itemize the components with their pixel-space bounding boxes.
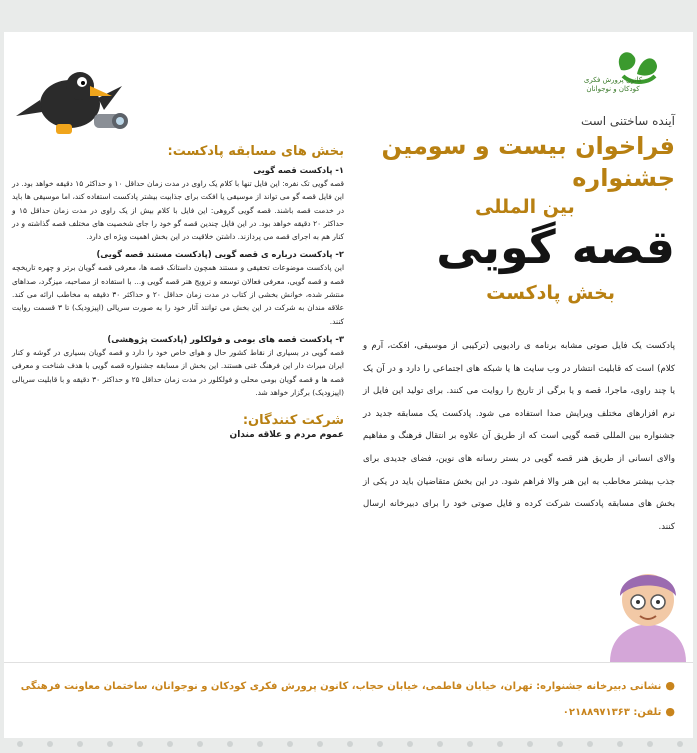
poster <box>4 32 693 738</box>
section-1-title: ۱- پادکست قصه گویی <box>253 165 344 175</box>
sections <box>12 144 344 440</box>
kanoon-logo-icon <box>551 40 671 106</box>
bullet-icon: ● <box>665 705 675 718</box>
title-line-1: فراخوان بیست و سومین <box>381 132 675 160</box>
title-line-3: بین المللی <box>475 196 575 218</box>
section-2-title: ۲- پادکست درباره ی قصه گویی (پادکست مستند قصه گویی) <box>96 249 344 260</box>
section-3-text: قصه گویی در بسیاری از نقاط کشور حال و هوای خاص خود را دارد و قصه گویان بسیاری در گوشه و کنار ایران میراث دار این فرهنگ غنی هستند. این بخش از مسابقه جشنواره قصه گویی با هدف شناخت و معرفی قصه ها و قصه گویان بومی محلی و فولکلور در مدت زمان حداقل ۲۵ و حداکثر ۳۰ دقیقه و با قابلیت سریالی (اپیزودیک) برگزار خواهد شد. <box>12 347 344 397</box>
footer-phone: تلفن: ۰۲۱۸۸۹۷۱۳۶۳ <box>562 707 662 718</box>
section-2-text: این پادکست موضوعات تحقیقی و مستند همچون داستانک قصه ها، معرفی قصه گویان برتر و چهره تاریخچه قصه و قصه گویی، معرفی فعالان توسعه و ترویج هنر قصه گویی و... با استفاده از مصاحبه، میزگرد، صداهای منتشر شده، خوانش بخشی از کتاب در مدت زمان حداقل ۲۰ و حداکثر ۳۰ دقیقه به مخاطب ارائه می کند. علاقه مندان به شرکت در این بخش می توانند آثار خود را به صورت سریالی (اپیزودیک) تا ۳ قسمت روایت کنند. <box>12 263 344 326</box>
title-line-5: بخش پادکست <box>486 282 615 304</box>
storyteller-grandma-icon <box>600 552 693 662</box>
subtitle: آینده ساختنی است <box>580 114 675 128</box>
crow-illustration-icon <box>10 52 130 148</box>
footer-phone-row <box>563 705 675 718</box>
description: پادکست یک فایل صوتی مشابه برنامه ی رادیویی (ترکیبی از موسیقی، افکت، آرم و کلام) است که قابلیت انتشار در وب سایت ها یا شبکه های اجتماعی را دارد و در آن یک یا چند راوی، ماجرا، قصه و یا برگی از تاریخ را روایت می کنند. برای تولید این فایل از نرم افزارهای مختلف ویرایش صدا استفاده می شود. پادکست یک مسابقه جدید در جشنواره بین المللی قصه گویی است که از طریق آن علاوه بر انتقال فرهنگ و مفاهیم والای انسانی از طریق هنر قصه گویی در بستر رسانه های نوین، فضای جدیدی برای جذب بیشتر مخاطب به این هنر والا فراهم شود. در این بخش متقاضیان باید در یکی از بخش های مسابقه پادکست شرکت کرده و فایل صوتی خود را برای دبیرخانه ارسال کنند. <box>363 341 675 532</box>
participants-title: شرکت کنندگان: <box>242 413 344 429</box>
sections-title: بخش های مسابقه پادکست: <box>167 144 344 159</box>
section-1-text: قصه گویی تک نفره: این فایل تنها با کلام یک راوی در مدت زمان حداقل ۱۰ و حداکثر ۱۵ دقیقه خواهد بود. در این فایل قصه گو می تواند از موسیقی یا افکت برای جذابیت بیشتر پادکست استفاده کند، اما موسیقی ها باید در خدمت قصه باشند. قصه گویی گروهی: این فایل با کلام بیش از یک راوی در مدت زمان حداقل ۱۵ و حداکثر ۲۰ دقیقه خواهد بود. در این فایل چندین قصه گو خود را جای شخصیت های مختلف قصه گذاشته و در کنار هم به اجرای قصه می پردازند. داشتن خلاقیت در این بخش اهمیت ویژه ای دارد. <box>12 179 345 242</box>
footer-address: نشانی دبیرخانه جشنواره: تهران، خیابان فاطمی، خیابان حجاب، کانون پرورش فکری کودکان و نوجوانان، ساختمان معاونت فرهنگی <box>20 681 662 692</box>
header <box>355 102 675 306</box>
participants-text: عموم مردم و علاقه مندان <box>229 430 344 441</box>
title-line-4: قصه گویی <box>436 220 675 274</box>
section-3-title: ۳- پادکست قصه های بومی و فولکلور (پادکست پژوهشی) <box>107 333 344 344</box>
bullet-icon: ● <box>665 679 675 692</box>
footer-address-row <box>21 679 675 692</box>
title-line-2: جشنواره <box>572 164 675 192</box>
logo-text: کانون پرورش فکری کودکان و نوجوانان <box>583 76 643 93</box>
decorative-dots-icon <box>0 736 697 753</box>
footer <box>4 662 693 738</box>
